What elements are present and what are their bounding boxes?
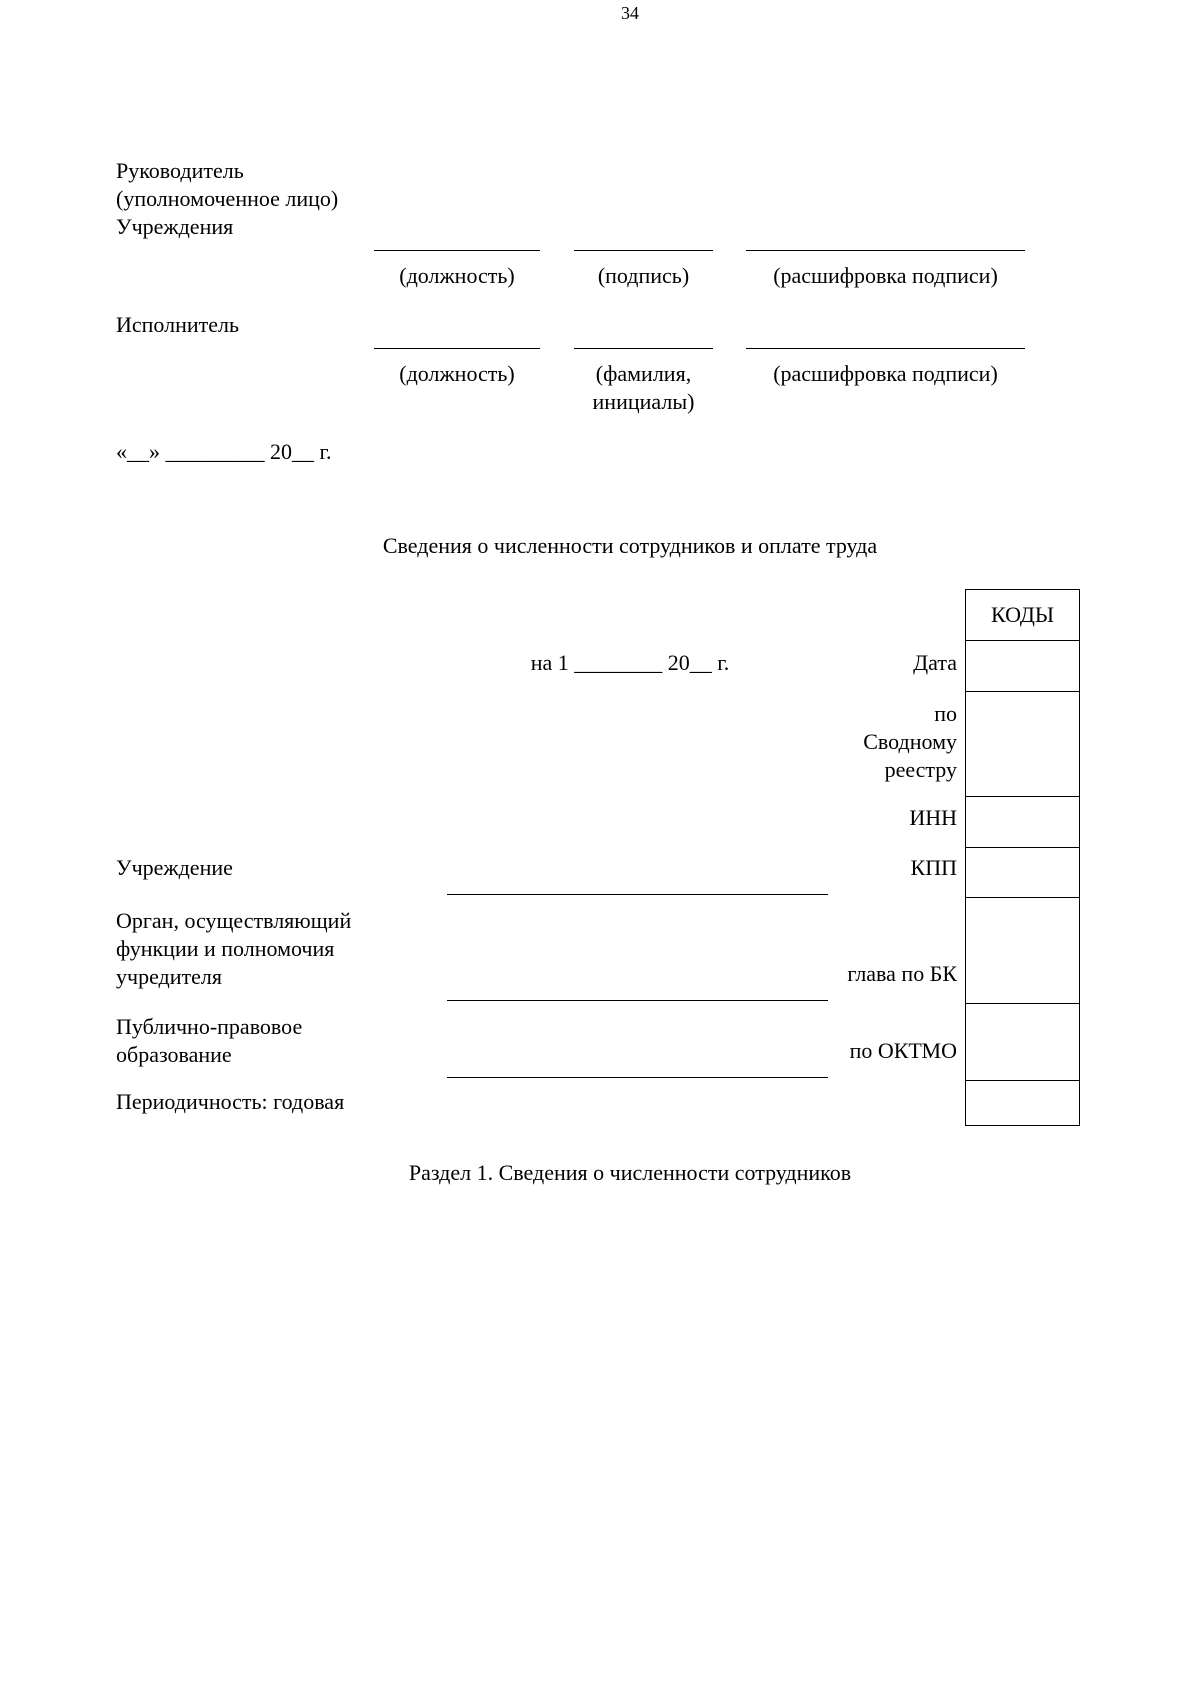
codes-header: КОДЫ <box>990 602 1055 627</box>
executor-transcript-caption: (расшифровка подписи) <box>773 361 998 386</box>
code-label-oktmo: по ОКТМО <box>849 1038 957 1063</box>
code-cell-oktmo[interactable] <box>966 1004 1079 1080</box>
executor-position-line[interactable] <box>374 348 540 349</box>
signature-caption: (подпись) <box>597 263 690 288</box>
executor-label: Исполнитель <box>116 312 240 337</box>
code-label-chapter: глава по БК <box>847 961 957 986</box>
head-signature-line[interactable] <box>574 250 713 251</box>
code-cell-chapter[interactable] <box>966 898 1079 1003</box>
code-label-registry: по Сводному реестру <box>863 701 957 782</box>
executor-name-caption: (фамилия, инициалы) <box>592 361 695 414</box>
field-institution: Учреждение <box>116 855 233 880</box>
field-public-entity: Публично-правовое образование <box>116 1014 303 1067</box>
code-label-kpp: КПП <box>910 855 957 880</box>
code-cell-kpp[interactable] <box>966 848 1079 897</box>
signature-date: «__» _________ 20__ г. <box>116 439 332 464</box>
field-periodicity: Периодичность: годовая <box>116 1089 345 1114</box>
head-position-line[interactable] <box>374 250 540 251</box>
founder-line[interactable] <box>447 1000 828 1001</box>
position-caption: (должность) <box>399 263 515 288</box>
transcript-caption: (расшифровка подписи) <box>773 263 998 288</box>
code-cell-date[interactable] <box>966 641 1079 691</box>
code-cell-registry[interactable] <box>966 692 1079 796</box>
form-title: Сведения о численности сотрудников и оплате труда <box>382 533 878 558</box>
code-label-date: Дата <box>913 650 957 675</box>
field-founder: Орган, осуществляющий функции и полномочия учредителя <box>116 908 352 989</box>
executor-name-line[interactable] <box>574 348 713 349</box>
institution-line[interactable] <box>447 894 828 895</box>
code-cell-inn[interactable] <box>966 797 1079 847</box>
page-number: 34 <box>621 3 639 23</box>
head-transcript-line[interactable] <box>746 250 1025 251</box>
public-entity-line[interactable] <box>447 1077 828 1078</box>
code-cell-extra[interactable] <box>966 1081 1079 1125</box>
codes-table <box>965 589 1080 1126</box>
code-label-inn: ИНН <box>909 805 957 830</box>
section-title: Раздел 1. Сведения о численности сотрудников <box>408 1160 852 1185</box>
head-label: Руководитель (уполномоченное лицо) Учреждения <box>116 158 339 239</box>
as-of-date: на 1 ________ 20__ г. <box>530 650 730 675</box>
executor-position-caption: (должность) <box>399 361 515 386</box>
executor-transcript-line[interactable] <box>746 348 1025 349</box>
